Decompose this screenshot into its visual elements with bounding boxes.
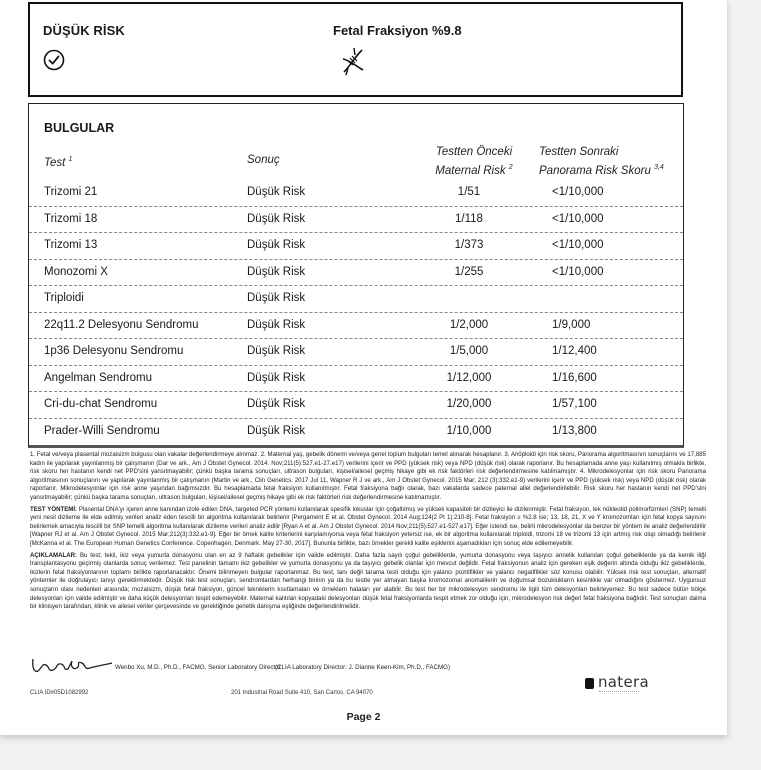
- natera-logo: [585, 675, 665, 699]
- cell-test: Monozomi X: [44, 265, 108, 278]
- cell-result: Düşük Risk: [247, 239, 306, 251]
- clia-id: CLIA ID#05D1082992: [30, 690, 89, 696]
- header-prior-risk: Testten Önceki Maternal Risk $^2$: [435, 146, 513, 177]
- cell-prior: 1/373: [454, 239, 484, 251]
- cell-test: Prader-Willi Sendromu: [44, 424, 160, 437]
- cell-result: Düşük Risk: [247, 292, 306, 304]
- table-row: [29, 392, 683, 419]
- cell-prior: 1/255: [454, 265, 484, 278]
- header-post-risk: Testten Sonraki Panorama Risk Skoru $^{3,4}$: [539, 146, 664, 177]
- fetal-fraction-label: Fetal Fraksiyon %9.8: [333, 23, 462, 38]
- cell-post: <1/10,000: [552, 212, 604, 225]
- findings-rows: [29, 180, 683, 444]
- table-row: [29, 419, 683, 445]
- cell-test: Angelman Sendromu: [44, 371, 153, 384]
- cell-prior: 1/10,000: [446, 424, 492, 437]
- cell-result: Düşük Risk: [247, 371, 306, 384]
- cell-prior: 1/12,000: [446, 371, 492, 384]
- cell-prior: 1/51: [457, 186, 481, 198]
- table-row: [29, 313, 683, 340]
- cell-post: 1/13,800: [552, 424, 597, 437]
- director-name: Wenbo Xu, M.D., Ph.D., FACMG, Senior Laboratory Director: [115, 664, 281, 671]
- cell-test: Triploidi: [44, 292, 84, 304]
- table-row: [29, 207, 683, 234]
- table-row: [29, 260, 683, 287]
- logo-mark-icon: [585, 678, 594, 689]
- table-row: [29, 366, 683, 393]
- cell-test: Trizomi 18: [44, 212, 98, 225]
- cell-test: Trizomi 21: [44, 186, 98, 198]
- test-method-text: Plasental DNA'yı içeren anne kanından izole edilen DNA, targeted PCR yöntemi kullanılarak spesifik lokuslar için çoğaltılmış ve yüksek kapasiteli bir dizileyici ile dizilenmiştir. Fetal fraksiyon, tek nükleotid polimorfizmleri (SNP) temelli yeni nesil dizileme ile elde edilmiş verileri analiz eden tescilli bir algoritma kullanılarak belirlenir [Pergament E et al. Obstet Gynecol. 2014 Aug;124(2 Pt 1):210-8]. Fetal fraksiyon ≥ %2.8 ise; 13, 18, 21, X ve Y kromozomları için fetal kopya sayısını belirlemek amacıyla tescilli bir SNP temelli algoritma kullanılarak dizileme verileri analiz edilir [Ryan A et al. Am J Obstet Gynecol. 2014 Nov;211(5):527.e1-527.e17]. Eğer istendi ise, belirli mikrodelesyonlar da benzer bir yöntem ile analiz değerlendirilir [Wapner RJ et al. Am J Obstet Gynecol. 2015 Mar;212(3):332.e1-9]. Eğer bir örnek kalite kriterlerini karşılamıyorsa veya fetal fraksiyon yetersiz ise, ek bir algoritma kullanılarak triploidi, trizomi 18 ve trizomi 13 için artmış risk olup olmadığı belirlenir [McKanna et al. The European Human Genetics Conference. Copenhagen, Denmark. May 27-30, 2017]. Bununla birlikte, bazı örnekler gerekli kalite eşiklerini aşamadıkları için sonuç elde edilemeyebilir.: [30, 505, 706, 547]
- risk-summary-label: DÜŞÜK RİSK: [43, 23, 125, 38]
- table-row: [29, 180, 683, 207]
- clia-director: (CLIA Laboratory Director: J. Dianne Keen-Kim, Ph.D., FACMG): [275, 664, 451, 671]
- cell-result: Düşük Risk: [247, 265, 306, 278]
- test-method-label: TEST YÖNTEMİ:: [30, 505, 78, 513]
- cell-post: 1/16,600: [552, 371, 597, 384]
- findings-table: [28, 103, 684, 448]
- cell-result: Düşük Risk: [247, 318, 306, 331]
- table-row: [29, 286, 683, 313]
- header-result: Sonuç: [247, 154, 280, 166]
- disclaimer-text: Bu test; tekil, ikiz veya yumurta donasyonu olan en az 9 haftalık gebelikler için valide edilmiştir. Daha fazla sayılı çoğul gebeliklerde, yumurta donasyonu veya taşıyıcı annelik kullanılan çoğul gebeliklerde ya da kemik iliği transplantasyonu geçirmiş olanlarda sonuç verilemez. Test panelinin tamamı ikiz gebelikler ve yumurta donasyonu ya da taşıyıcı gebelik olanlar için mevcut değildir. Fetal fraksiyonun analiz için gereken eşik değerin altında olduğu ikiz gebeliklerde, ikizlerin fetal fraksiyonlarının toplamı birlikte raporlanacaktır. Önemi bilinmeyen bulgular raporlanmaz. Bu test, tanı değil tarama testi olduğu için yalancı pozitiflikler ve yalancı negatiflikler söz konusu olabilir. Yüksek risk test sonuçları, alternatif yöntemler ile doğrulayıcı tanıyı gerektirmektedir. Düşük risk test sonuçları, sendromlardan herhangi birinin ya da bu testte yer almayan başka kromozomal anomalilerin ve doğumsal bozuklukların kesinlikle var olmadığını göstermez. Uygunsuz sonuçların olası nedenleri arasında; mozaisizm, düşük fetal fraksiyon, güncel tekniklerin kısıtlamaları ve örneklem hataları yer alabilir. Bu test her bir mikrodelesyon sendromu ile ilgili tüm delesyonları belirleyemez. Bu test sadece bütün bölge delesyonları için valide edilmiştir ve daha küçük delesyonları tespit edemeyebilir. Maternal kalıtılan kopyadaki delesyonları düşük fetal fraksiyonlarda tespit etmek zor olduğu için, mikrodelesyon risk değeri fetal fraksiyona bağlıdır. Test sonuçları daima bir klinisyen tarafından, klinik ve ailesel veriler çerçevesinde ve gerektiğinde genetik danışma eşliğinde değerlendirilmelidir.: [30, 551, 706, 611]
- header-test: Test $^1$: [44, 156, 73, 169]
- cell-post: <1/10,000: [552, 186, 604, 198]
- cell-prior: 1/20,000: [446, 398, 492, 410]
- dna-icon: [340, 46, 366, 76]
- cell-prior: 1/118: [455, 212, 483, 225]
- test-method: [30, 506, 706, 549]
- cell-result: Düşük Risk: [247, 345, 306, 357]
- cell-test: Trizomi 13: [44, 239, 98, 251]
- notes-section: [30, 451, 706, 615]
- check-circle-icon: [43, 49, 65, 71]
- lab-address: 201 Industrial Road Suite 410, San Carlos, CA 94070: [231, 690, 373, 696]
- cell-test: 22q11.2 Delesyonu Sendromu: [44, 318, 199, 331]
- logo-text: natera: [598, 673, 649, 691]
- cell-test: 1p36 Delesyonu Sendromu: [44, 345, 184, 357]
- cell-post: 1/57,100: [552, 398, 597, 410]
- cell-result: Düşük Risk: [247, 212, 306, 225]
- cell-result: Düşük Risk: [247, 424, 306, 437]
- cell-prior: 1/2,000: [449, 318, 489, 331]
- cell-post: 1/9,000: [552, 318, 591, 331]
- cell-result: Düşük Risk: [247, 186, 306, 198]
- page-number: Page 2: [346, 711, 381, 723]
- cell-result: Düşük Risk: [247, 398, 306, 410]
- table-row: [29, 339, 683, 366]
- disclaimer: [30, 552, 706, 612]
- logo-tagline: [599, 691, 639, 694]
- cell-test: Cri-du-chat Sendromu: [44, 398, 158, 410]
- signature-icon: [30, 655, 114, 677]
- disclaimer-label: AÇIKLAMALAR:: [30, 551, 78, 559]
- cell-prior: 1/5,000: [449, 345, 489, 357]
- footnotes: 1. Fetal ve/veya plasental mozaisizm bulgusu olan vakalar değerlendirmeye alınmaz. 2. Maternal yaş, gebelik dönemi ve/veya genel toplum bulguları temel alınarak hesaplanır. 3. Anöploidi için risk skoru, Panorama algoritmasının sonuçlarını ve 17,885 kadın ile yapılarak yayınlanmış bir çalışmanın (Dar ve ark., Am J Obstet Gynecol. 2014. Nov;211(5):527.e1-27.e17) verilerini içerir ve PPD (yüksek risk) veya NPD (düşük risk) olarak raporlanır. Bu hesaplamada anne yaşı kullanılmış olmakla birlikte, risk skoru her hastanın kendi net PPD'sini yansıtmayabilir; çünkü başka tarama sonuçları, ultrason bulguları, kişisel/ailesel geçmiş hikaye gibi ek risk faktörleri risk değerlendirmesine katılmamıştır. 4. Mikrodelesyonlar için risk skoru Panorama algoritmasının sonuçlarını ve yapılarak yayınlanmış bir çalışmanın (Martin ve ark., Clin Genetics. 2017 Jul 11, Wapner R J ve ark., Am J Obstet Gynecol. 2015 Mar; 212 (3):332.e1-9) verilerini içerir ve PPD (yüksek risk) veya NPD (düşük risk) olarak raporlanır. Mikrodelesyonlar için risk anne yaşından bağımsızdır. Bu hesaplamada fetal fraksiyon kullanılmıştır. Fetal fraksiyona bağlı olarak, bazı vakalarda sadece paternal allel değerlendirilebilir. Risk skoru her hastanın kendi net PPD'sini yansıtmayabilir; çünkü başka tarama sonuçları, ultrason bulguları, kişisel/ailesel geçmiş hikaye gibi ek risk faktörleri risk değerlendirmesine katılmamıştır.: [30, 451, 706, 501]
- findings-title: BULGULAR: [44, 121, 115, 135]
- cell-post: <1/10,000: [552, 239, 604, 251]
- cell-post: 1/12,400: [552, 345, 597, 357]
- table-row: [29, 233, 683, 260]
- cell-post: <1/10,000: [552, 265, 604, 278]
